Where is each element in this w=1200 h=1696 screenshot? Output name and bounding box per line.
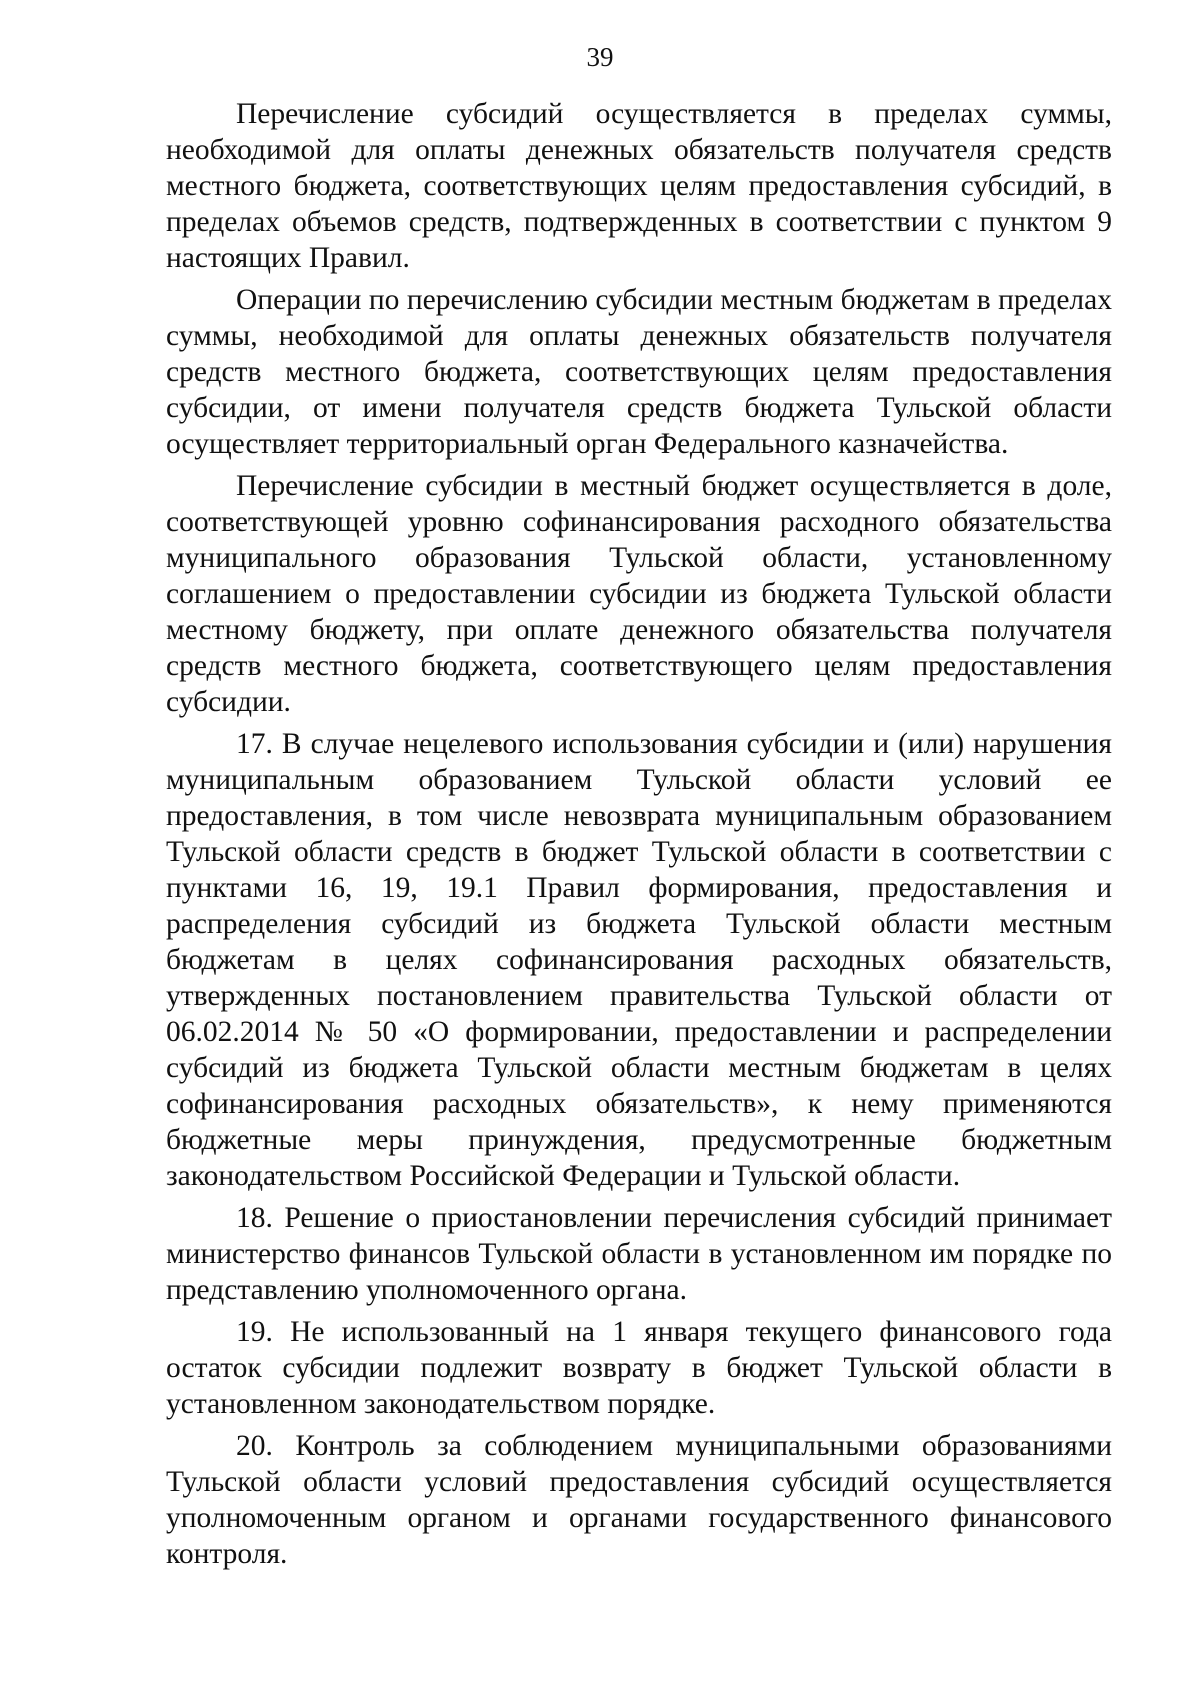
page-number: 39 [586,42,614,72]
paragraph-clause-20: 20. Контроль за соблюдением муниципальными образованиями Тульской области условий предоставления субсидий осуществляется уполномоченным органом и органами государственного финансового контроля. [166,1430,1112,1570]
paragraph-cofinancing-share: Перечисление субсидии в местный бюджет осуществляется в доле, соответствующей уровню софинансирования расходного обязательства муниципального образования Тульской области, установленному соглашением о предоставлении субсидии из бюджета Тульской области местному бюджету, при оплате денежного обязательства получателя средств местного бюджета, соответствующего целям предоставления субсидии. [166,470,1112,718]
paragraph-transfer-limits: Перечисление субсидий осуществляется в пределах суммы, необходимой для оплаты денежных обязательств получателя средств местного бюджета, соответствующих целям предоставления субсидий, в пределах объемов средств, подтвержденных в соответствии с пунктом 9 настоящих Правил. [166,98,1112,274]
paragraph-clause-19: 19. Не использованный на 1 января текущего финансового года остаток субсидии подлежит возврату в бюджет Тульской области в установленном законодательством порядке. [166,1316,1112,1420]
paragraph-treasury-operations: Операции по перечислению субсидии местным бюджетам в пределах суммы, необходимой для оплаты денежных обязательств получателя средств местного бюджета, соответствующих целям предоставления субсидии, от имени получателя средств бюджета Тульской области осуществляет территориальный орган Федерального казначейства. [166,284,1112,460]
paragraph-clause-18: 18. Решение о приостановлении перечисления субсидий принимает министерство финансов Тульской области в установленном им порядке по представлению уполномоченного органа. [166,1202,1112,1306]
paragraph-clause-17: 17. В случае нецелевого использования субсидии и (или) нарушения муниципальным образованием Тульской области условий ее предоставления, в том числе невозврата муниципальным образованием Тульской области средств в бюджет Тульской области в соответствии с пунктами 16, 19, 19.1 Правил формирования, предоставления и распределения субсидий из бюджета Тульской области местным бюджетам в целях софинансирования расходных обязательств, утвержденных постановлением правительства Тульской области от 06.02.2014 № 50 «О формировании, предоставлении и распределении субсидий из бюджета Тульской области местным бюджетам в целях софинансирования расходных обязательств», к нему применяются бюджетные меры принуждения, предусмотренные бюджетным законодательством Российской Федерации и Тульской области. [166,728,1112,1192]
document-body [166,96,1112,1578]
